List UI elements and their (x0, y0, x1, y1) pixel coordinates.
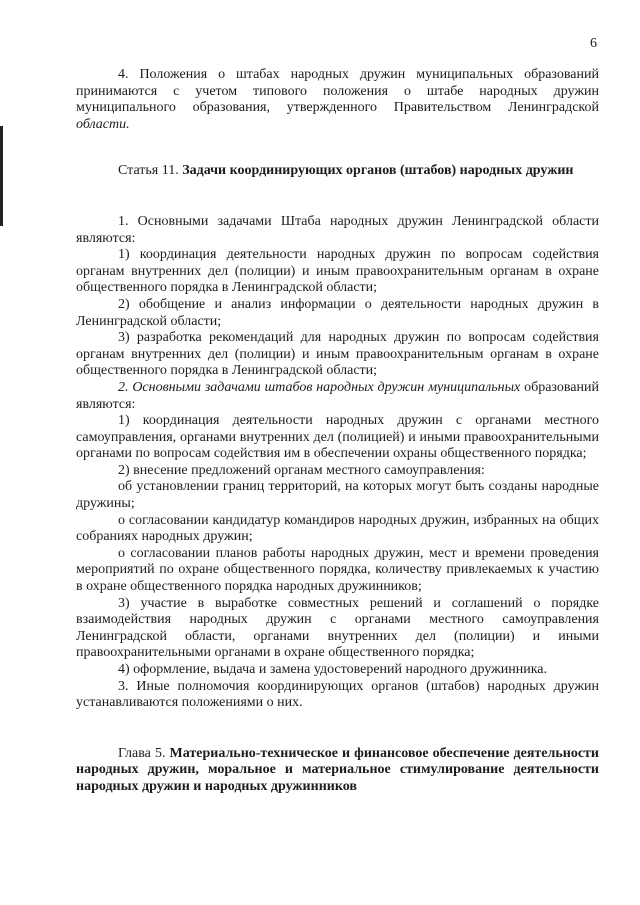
article-11-item-1-1: 1) координация деятельности народных дружин по вопросам содействия органам внутренних дел (полиции) и иным правоохранительным органам в охране общественного порядка в Ленинградской области; (76, 247, 599, 296)
paragraph-4-tail: области. (76, 116, 130, 132)
paragraph-4-text: 4. Положения о штабах народных дружин муниципальных образований принимаются с учетом типового положения о штабе народных дружин муниципального образования, утвержденного Правительством Ленинградской (76, 67, 599, 116)
article-11-item-2-lead: 2. Основными задачами штабов народных дружин муниципальных (118, 379, 521, 395)
article-11-item-2-2-b: о согласовании кандидатур командиров народных дружин, избранных на общих собраниях народных дружин; (76, 512, 599, 545)
paragraph-4 (76, 67, 599, 133)
article-11-item-2-4: 4) оформление, выдача и замена удостоверений народного дружинника. (118, 662, 548, 677)
article-11-number: Статья 11. (118, 163, 183, 179)
document-body (76, 67, 599, 796)
article-11-item-1-3: 3) разработка рекомендаций для народных дружин по вопросам содействия органам внутренних дел (полиции) и иным правоохранительным органам в охране общественного порядка в Ленинградской области; (76, 330, 599, 379)
chapter-5-title: Материально-техническое и финансовое обеспечение деятельности народных дружин, моральное и материальное стимулирование деятельности народных дружин и народных дружинников (76, 745, 599, 794)
article-11-item-2-2: 2) внесение предложений органам местного самоуправления: (118, 462, 485, 478)
article-11-heading (76, 163, 599, 180)
page-number: 6 (590, 36, 597, 51)
article-11-item-1: 1. Основными задачами Штаба народных дружин Ленинградской области являются: (76, 213, 599, 246)
article-11-item-3: 3. Иные полномочия координирующих органов (штабов) народных дружин устанавливаются положениями о них. (76, 678, 599, 711)
scan-edge-mark (0, 126, 3, 226)
article-11-item-2-2-c: о согласовании планов работы народных дружин, мест и времени проведения мероприятий по охране общественного порядка, количеству привлекаемых к участию в охране общественного порядка народных дружинников; (76, 545, 599, 595)
article-11-item-1-2: 2) обобщение и анализ информации о деятельности народных дружин в Ленинградской области; (76, 296, 599, 329)
article-11-item-2-2-a: об установлении границ территорий, на которых могут быть созданы народные дружины; (76, 479, 599, 512)
article-11-item-2-1: 1) координация деятельности народных дружин с органами местного самоуправления, органами внутренних дел (полицией) и иными правоохранительными органами по вопросам содействия им в обеспечении охраны общественного порядка; (76, 413, 599, 462)
article-11-title: Задачи координирующих органов (штабов) народных дружин (182, 163, 574, 179)
chapter-5-number: Глава 5. (118, 745, 170, 761)
chapter-5-heading (76, 746, 599, 796)
article-11-item-2-3: 3) участие в выработке совместных решений и соглашений о порядке взаимодействия народных дружин с органами местного самоуправления Ленинградской области, органами внутренних дел (полиции) и иными правоохранительными органами в охране общественного порядка; (76, 595, 599, 661)
article-11-item-2 (76, 380, 599, 413)
article-11-item-2-tail: образований являются: (76, 379, 599, 412)
